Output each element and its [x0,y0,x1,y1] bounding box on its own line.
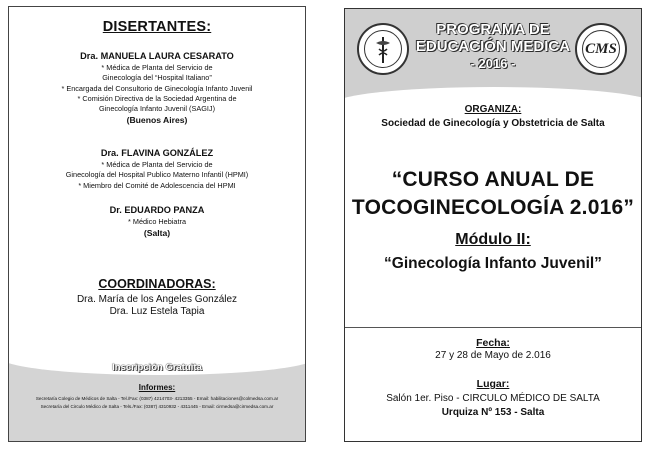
place-venue: Salón 1er. Piso - CIRCULO MÉDICO DE SALTA [386,393,600,404]
speaker-line: Ginecología Infanto Juvenil (SAGIJ) [99,104,215,114]
place-address: Urquiza Nº 153 - Salta [441,407,545,418]
cms-logo-text: CMS [585,40,617,57]
coordinator-name: Dra. María de los Angeles González [76,294,238,305]
speaker-line: * Médica de Planta del Servicio de [101,63,213,72]
organiza-name: Sociedad de Ginecología y Obstetricia de Salta [381,118,605,129]
coordinators-title: COORDINADORAS: [98,277,216,291]
inscription-label: Inscripción Gratuita [112,362,202,373]
date-title: Fecha: [476,337,510,349]
program-title: PROGRAMA DE EDUCACIÓN MEDICA - 2016 - [415,21,571,71]
organiza-title: ORGANIZA: [464,104,522,115]
coordinators-list [9,294,305,318]
caduceus-icon [359,25,407,73]
colegio-medicos-logo [357,23,409,75]
left-footer [9,357,305,441]
speakers-title: DISERTANTES: [102,19,212,35]
speaker-line: Ginecología del Hospital Publico Materno Infantil (HPMI) [65,170,249,180]
speaker-name: Dra. MANUELA LAURA CESARATO [80,51,234,61]
date-value: 27 y 28 de Mayo de 2.016 [435,350,551,361]
right-panel [344,8,642,442]
speaker-line: * Miembro del Comité de Adolescencia del HPMI [78,180,236,190]
speaker-city: (Buenos Aires) [126,115,188,126]
secretaria-colegio: Secretaría Colegio de Médicos de Salta - Tel./Fax: (0387) 4214703- 4213355 - Email: habilitaciones@colmedsa.com.ar [35,396,279,401]
speaker-line: * Médica de Planta del Servicio de [101,160,213,169]
place-title: Lugar: [476,378,510,390]
speaker-name: Dr. EDUARDO PANZA [109,205,205,215]
cms-logo [575,23,627,75]
course-title: “CURSO ANUAL DE TOCOGINECOLOGÍA 2.016” [351,168,635,219]
speaker-cesarato [9,51,305,125]
info-title: Informes: [138,383,176,392]
speaker-name: Dra. FLAVINA GONZÁLEZ [100,148,214,158]
speaker-panza [9,205,305,238]
speaker-city: (Salta) [143,228,171,239]
speaker-line: * Médico Hebiatra [128,217,186,226]
left-panel [8,6,306,442]
secretaria-circulo: Secretaría del Circulo Médico de Salta - Tels./Fax: (0387) 4310932 - 4311445 - Email: cirmedsa@cirmedsa.com.ar [40,404,274,409]
speaker-gonzalez [9,148,305,191]
module-title: Módulo II: [455,231,531,248]
speaker-line: * Comisión Directiva de la Sociedad Argentina de [77,93,237,103]
program-header [345,9,641,105]
divider [345,327,641,328]
speaker-line: * Encargada del Consultorio de Ginecología Infanto Juvenil [61,83,253,93]
module-subject: “Ginecología Infanto Juvenil” [384,255,602,272]
speaker-line: Ginecología del “Hospital Italiano” [102,73,212,83]
coordinator-name: Dra. Luz Estela Tapia [109,306,205,317]
